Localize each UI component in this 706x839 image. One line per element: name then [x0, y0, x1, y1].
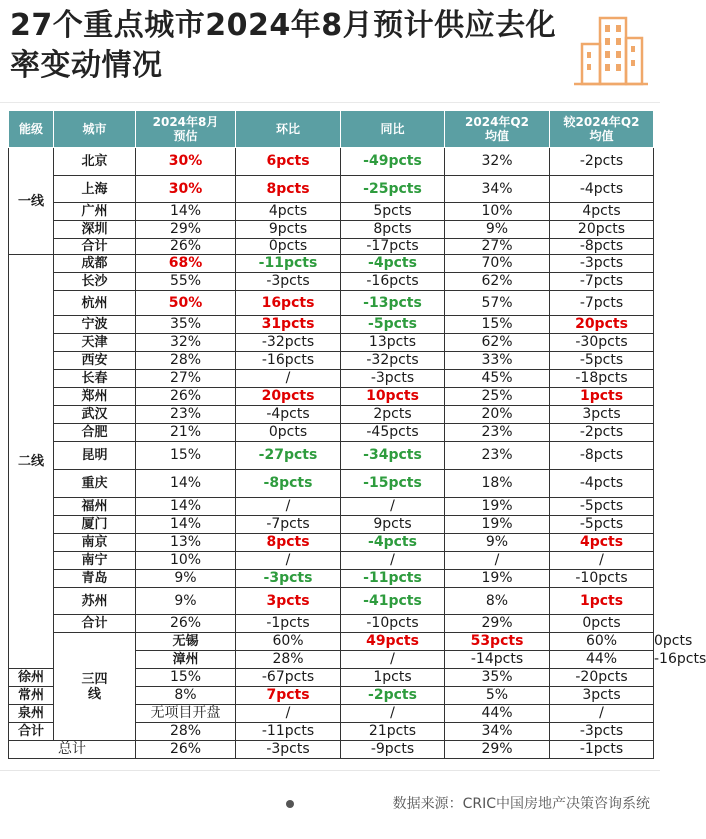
header-cell: 2024年Q2 均值: [445, 111, 550, 148]
estimate-cell: 15%: [136, 669, 236, 687]
mom-cell: /: [236, 370, 341, 388]
table-row: [9, 588, 654, 615]
yoy-cell: -4pcts: [341, 534, 445, 552]
yoy-cell: -11pcts: [341, 570, 445, 588]
estimate-cell: 26%: [136, 239, 236, 255]
city-name: 泉州: [9, 705, 54, 723]
vs-q2-cell: -5pcts: [550, 352, 654, 370]
vs-q2-cell: -7pcts: [550, 291, 654, 316]
mom-cell: 0pcts: [236, 424, 341, 442]
city-name: 无锡: [136, 633, 236, 651]
q2-avg-cell: 62%: [445, 273, 550, 291]
estimate-cell: 14%: [136, 498, 236, 516]
mom-cell: -32pcts: [236, 334, 341, 352]
q2-avg-cell: 45%: [445, 370, 550, 388]
table-row: [9, 176, 654, 203]
table-row: [9, 406, 654, 424]
source-note: 数据来源：CRIC中国房地产决策咨询系统: [392, 796, 650, 812]
mom-cell: -1pcts: [236, 615, 341, 633]
q2-avg-cell: /: [445, 552, 550, 570]
yoy-cell: /: [341, 498, 445, 516]
city-name: 西安: [54, 352, 136, 370]
yoy-cell: -41pcts: [341, 588, 445, 615]
mom-cell: 31pcts: [236, 316, 341, 334]
vs-q2-cell: /: [550, 552, 654, 570]
city-name: 北京: [54, 148, 136, 176]
mom-cell: /: [236, 705, 341, 723]
city-name: 上海: [54, 176, 136, 203]
vs-q2-cell: /: [550, 705, 654, 723]
city-name: 青岛: [54, 570, 136, 588]
table-row: [9, 148, 654, 176]
yoy-cell: -32pcts: [341, 352, 445, 370]
vs-q2-cell: -4pcts: [550, 176, 654, 203]
table-row: [9, 424, 654, 442]
city-name: 天津: [54, 334, 136, 352]
vs-q2-cell: -5pcts: [550, 516, 654, 534]
bullet-icon: [286, 800, 294, 808]
estimate-cell: 21%: [136, 424, 236, 442]
table-row: [9, 470, 654, 498]
estimate-cell: 32%: [136, 334, 236, 352]
mom-cell: 3pcts: [236, 588, 341, 615]
estimate-cell: 27%: [136, 370, 236, 388]
q2-avg-cell: 29%: [445, 615, 550, 633]
estimate-cell: 10%: [136, 552, 236, 570]
vs-q2-cell: -5pcts: [550, 498, 654, 516]
vs-q2-cell: 20pcts: [550, 221, 654, 239]
estimate-cell: 15%: [136, 442, 236, 470]
mom-cell: 8pcts: [236, 176, 341, 203]
estimate-cell: 28%: [136, 352, 236, 370]
mom-cell: -67pcts: [236, 669, 341, 687]
table-row: [9, 255, 654, 273]
header-cell: 城市: [54, 111, 136, 148]
estimate-cell: 13%: [136, 534, 236, 552]
q2-avg-cell: 5%: [445, 687, 550, 705]
vs-q2-cell: 3pcts: [550, 406, 654, 424]
table-row: [9, 570, 654, 588]
divider: [0, 770, 660, 771]
estimate-cell: 8%: [136, 687, 236, 705]
yoy-cell: 21pcts: [341, 723, 445, 741]
city-name: 南宁: [54, 552, 136, 570]
estimate-cell: 60%: [236, 633, 341, 651]
yoy-cell: 2pcts: [341, 406, 445, 424]
table-row: [9, 498, 654, 516]
divider: [0, 102, 660, 103]
estimate-cell: 无项目开盘: [136, 705, 236, 723]
table-row: [9, 516, 654, 534]
yoy-cell: -49pcts: [341, 148, 445, 176]
city-name: 长春: [54, 370, 136, 388]
estimate-cell: 9%: [136, 570, 236, 588]
subtotal-row: [9, 615, 654, 633]
estimate-cell: 14%: [136, 203, 236, 221]
estimate-cell: 28%: [236, 651, 341, 669]
q2-avg-cell: 18%: [445, 470, 550, 498]
estimate-cell: 26%: [136, 741, 236, 759]
mom-cell: -3pcts: [236, 273, 341, 291]
yoy-cell: 9pcts: [341, 516, 445, 534]
vs-q2-cell: -2pcts: [550, 148, 654, 176]
city-name: 常州: [9, 687, 54, 705]
city-name: 昆明: [54, 442, 136, 470]
building-icon: [570, 10, 650, 90]
q2-avg-cell: 35%: [445, 669, 550, 687]
mom-cell: 16pcts: [236, 291, 341, 316]
total-label: 总计: [9, 741, 136, 759]
q2-avg-cell: 60%: [550, 633, 654, 651]
yoy-cell: -25pcts: [341, 176, 445, 203]
q2-avg-cell: 25%: [445, 388, 550, 406]
tier-label: 二线: [9, 255, 54, 669]
vs-q2-cell: -3pcts: [550, 255, 654, 273]
mom-cell: 20pcts: [236, 388, 341, 406]
city-name: 合肥: [54, 424, 136, 442]
yoy-cell: -16pcts: [341, 273, 445, 291]
mom-cell: -8pcts: [236, 470, 341, 498]
yoy-cell: 53pcts: [445, 633, 550, 651]
table-row: [9, 334, 654, 352]
q2-avg-cell: 29%: [445, 741, 550, 759]
tier-label: 一线: [9, 148, 54, 255]
table-row: [9, 442, 654, 470]
yoy-cell: -17pcts: [341, 239, 445, 255]
mom-cell: 9pcts: [236, 221, 341, 239]
city-name: 南京: [54, 534, 136, 552]
q2-avg-cell: 44%: [445, 705, 550, 723]
estimate-cell: 29%: [136, 221, 236, 239]
vs-q2-cell: 20pcts: [550, 316, 654, 334]
city-name: 郑州: [54, 388, 136, 406]
vs-q2-cell: -3pcts: [550, 723, 654, 741]
vs-q2-cell: 1pcts: [550, 588, 654, 615]
estimate-cell: 26%: [136, 388, 236, 406]
yoy-cell: 10pcts: [341, 388, 445, 406]
q2-avg-cell: 23%: [445, 442, 550, 470]
city-name: 广州: [54, 203, 136, 221]
q2-avg-cell: 20%: [445, 406, 550, 424]
mom-cell: -7pcts: [236, 516, 341, 534]
q2-avg-cell: 8%: [445, 588, 550, 615]
table-row: [9, 203, 654, 221]
q2-avg-cell: 70%: [445, 255, 550, 273]
city-name: 徐州: [9, 669, 54, 687]
total-row: [9, 741, 654, 759]
q2-avg-cell: 10%: [445, 203, 550, 221]
vs-q2-cell: -30pcts: [550, 334, 654, 352]
city-name: 成都: [54, 255, 136, 273]
vs-q2-cell: 4pcts: [550, 203, 654, 221]
estimate-cell: 55%: [136, 273, 236, 291]
vs-q2-cell: -7pcts: [550, 273, 654, 291]
estimate-cell: 26%: [136, 615, 236, 633]
header-cell: 较2024年Q2 均值: [550, 111, 654, 148]
header-row: [9, 111, 654, 148]
q2-avg-cell: 44%: [550, 651, 654, 669]
estimate-cell: 50%: [136, 291, 236, 316]
mom-cell: 0pcts: [236, 239, 341, 255]
city-name: 厦门: [54, 516, 136, 534]
q2-avg-cell: 33%: [445, 352, 550, 370]
header-cell: 环比: [236, 111, 341, 148]
estimate-cell: 9%: [136, 588, 236, 615]
q2-avg-cell: 32%: [445, 148, 550, 176]
mom-cell: -3pcts: [236, 570, 341, 588]
mom-cell: 4pcts: [236, 203, 341, 221]
header-cell: 能级: [9, 111, 54, 148]
city-name: 宁波: [54, 316, 136, 334]
subtotal-label: 合计: [9, 723, 54, 741]
vs-q2-cell: 1pcts: [550, 388, 654, 406]
table-row: [9, 388, 654, 406]
table-row: [9, 352, 654, 370]
city-name: 苏州: [54, 588, 136, 615]
vs-q2-cell: -4pcts: [550, 470, 654, 498]
yoy-cell: -10pcts: [341, 615, 445, 633]
mom-cell: /: [236, 498, 341, 516]
yoy-cell: 8pcts: [341, 221, 445, 239]
vs-q2-cell: -2pcts: [550, 424, 654, 442]
city-name: 杭州: [54, 291, 136, 316]
q2-avg-cell: 57%: [445, 291, 550, 316]
yoy-cell: /: [341, 705, 445, 723]
header-cell: 2024年8月 预估: [136, 111, 236, 148]
table-row: [9, 370, 654, 388]
q2-avg-cell: 34%: [445, 176, 550, 203]
vs-q2-cell: 4pcts: [550, 534, 654, 552]
yoy-cell: -14pcts: [445, 651, 550, 669]
mom-cell: -3pcts: [236, 741, 341, 759]
q2-avg-cell: 23%: [445, 424, 550, 442]
mom-cell: 6pcts: [236, 148, 341, 176]
mom-cell: 8pcts: [236, 534, 341, 552]
yoy-cell: 5pcts: [341, 203, 445, 221]
tier-label: 三四 线: [54, 633, 136, 741]
city-name: 重庆: [54, 470, 136, 498]
mom-cell: -11pcts: [236, 255, 341, 273]
table-row: [9, 291, 654, 316]
yoy-cell: -4pcts: [341, 255, 445, 273]
table-row: [9, 552, 654, 570]
estimate-cell: 35%: [136, 316, 236, 334]
estimate-cell: 14%: [136, 470, 236, 498]
estimate-cell: 68%: [136, 255, 236, 273]
q2-avg-cell: 9%: [445, 221, 550, 239]
mom-cell: -16pcts: [236, 352, 341, 370]
q2-avg-cell: 15%: [445, 316, 550, 334]
subtotal-label: 合计: [54, 615, 136, 633]
vs-q2-cell: -1pcts: [550, 741, 654, 759]
estimate-cell: 28%: [136, 723, 236, 741]
estimate-cell: 14%: [136, 516, 236, 534]
vs-q2-cell: -18pcts: [550, 370, 654, 388]
table-body: [9, 148, 706, 759]
vs-q2-cell: -10pcts: [550, 570, 654, 588]
yoy-cell: /: [341, 552, 445, 570]
mom-cell: -27pcts: [236, 442, 341, 470]
city-name: 漳州: [136, 651, 236, 669]
yoy-cell: 1pcts: [341, 669, 445, 687]
yoy-cell: -34pcts: [341, 442, 445, 470]
q2-avg-cell: 19%: [445, 498, 550, 516]
subtotal-row: [9, 239, 654, 255]
yoy-cell: -2pcts: [341, 687, 445, 705]
q2-avg-cell: 27%: [445, 239, 550, 255]
yoy-cell: -3pcts: [341, 370, 445, 388]
header-cell: 同比: [341, 111, 445, 148]
yoy-cell: -9pcts: [341, 741, 445, 759]
mom-cell: /: [236, 552, 341, 570]
data-table: [8, 110, 706, 759]
yoy-cell: -13pcts: [341, 291, 445, 316]
table-row: [9, 221, 654, 239]
estimate-cell: 30%: [136, 148, 236, 176]
table-row: 漳州 28% / -14pcts 44% -16pcts: [9, 651, 654, 669]
table-row: [9, 316, 654, 334]
subtotal-label: 合计: [54, 239, 136, 255]
table-row: 三四 线 无锡 60% 49pcts 53pcts 60% 0pcts: [9, 633, 654, 651]
q2-avg-cell: 34%: [445, 723, 550, 741]
city-name: 福州: [54, 498, 136, 516]
yoy-cell: -5pcts: [341, 316, 445, 334]
yoy-cell: 13pcts: [341, 334, 445, 352]
yoy-cell: -15pcts: [341, 470, 445, 498]
mom-cell: /: [341, 651, 445, 669]
vs-q2-cell: -8pcts: [550, 442, 654, 470]
estimate-cell: 23%: [136, 406, 236, 424]
yoy-cell: -45pcts: [341, 424, 445, 442]
city-name: 长沙: [54, 273, 136, 291]
vs-q2-cell: -20pcts: [550, 669, 654, 687]
city-name: 武汉: [54, 406, 136, 424]
q2-avg-cell: 9%: [445, 534, 550, 552]
page-title: 27个重点城市2024年8月预计供应去化率变动情况: [10, 8, 557, 83]
table-row: [9, 534, 654, 552]
q2-avg-cell: 19%: [445, 570, 550, 588]
q2-avg-cell: 19%: [445, 516, 550, 534]
vs-q2-cell: 0pcts: [550, 615, 654, 633]
mom-cell: -4pcts: [236, 406, 341, 424]
q2-avg-cell: 62%: [445, 334, 550, 352]
vs-q2-cell: 3pcts: [550, 687, 654, 705]
mom-cell: 7pcts: [236, 687, 341, 705]
table-row: [9, 273, 654, 291]
mom-cell: 49pcts: [341, 633, 445, 651]
city-name: 深圳: [54, 221, 136, 239]
vs-q2-cell: -8pcts: [550, 239, 654, 255]
mom-cell: -11pcts: [236, 723, 341, 741]
estimate-cell: 30%: [136, 176, 236, 203]
